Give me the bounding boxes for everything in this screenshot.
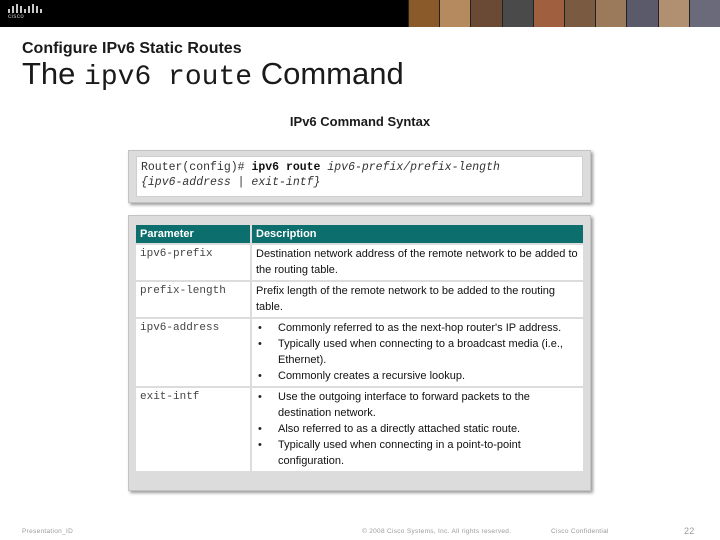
syntax-args-2: {ipv6-address | exit-intf} xyxy=(141,176,321,189)
table-row xyxy=(136,282,583,317)
bullet-list xyxy=(256,320,579,384)
description-cell xyxy=(252,388,583,471)
header-parameter: Parameter xyxy=(136,225,250,243)
photo-tile xyxy=(502,0,533,27)
photo-tile xyxy=(439,0,470,27)
list-item: • Typically used when connecting in a point-to-point configuration. xyxy=(256,437,579,469)
photo-tile xyxy=(408,0,439,27)
title-suffix: Command xyxy=(260,56,404,91)
description-cell: Destination network address of the remote network to be added to the routing table. xyxy=(252,245,583,280)
list-item: • Also referred to as a directly attached static route. xyxy=(256,421,579,437)
param-cell: prefix-length xyxy=(136,282,250,317)
photo-tile xyxy=(626,0,657,27)
parameter-table-box xyxy=(128,215,591,491)
list-item: • Use the outgoing interface to forward packets to the destination network. xyxy=(256,389,579,421)
syntax-args: ipv6-prefix/prefix-length xyxy=(327,161,500,174)
header-description: Description xyxy=(252,225,583,243)
list-item: • Typically used when connecting to a broadcast media (i.e., Ethernet). xyxy=(256,336,579,368)
logo-text: cisco xyxy=(8,14,25,20)
page-number: 22 xyxy=(684,526,695,536)
syntax-line-2 xyxy=(141,175,578,190)
photo-tile xyxy=(533,0,564,27)
description-cell xyxy=(252,319,583,386)
photo-tile xyxy=(658,0,689,27)
slide-title xyxy=(22,56,404,93)
param-cell: exit-intf xyxy=(136,388,250,471)
syntax-text xyxy=(136,156,583,197)
param-cell: ipv6-prefix xyxy=(136,245,250,280)
list-item: • Commonly referred to as the next-hop router's IP address. xyxy=(256,320,579,336)
footer-presentation-id: Presentation_ID xyxy=(22,528,74,535)
syntax-prompt: Router(config)# xyxy=(141,161,245,174)
cisco-logo xyxy=(8,4,42,22)
photo-strip xyxy=(408,0,720,27)
photo-tile xyxy=(689,0,720,27)
list-item: • Commonly creates a recursive lookup. xyxy=(256,368,579,384)
param-cell: ipv6-address xyxy=(136,319,250,386)
title-command: ipv6 route xyxy=(84,62,253,93)
footer-copyright: © 2008 Cisco Systems, Inc. All rights reserved. xyxy=(362,528,512,535)
logo-bars xyxy=(8,4,42,13)
table-header-row xyxy=(136,225,583,243)
table-row xyxy=(136,319,583,386)
parameter-table xyxy=(134,223,585,473)
table-row xyxy=(136,245,583,280)
bullet-list xyxy=(256,389,579,469)
syntax-line-1 xyxy=(141,160,578,175)
footer-confidential: Cisco Confidential xyxy=(551,528,609,535)
photo-tile xyxy=(595,0,626,27)
syntax-heading: IPv6 Command Syntax xyxy=(289,114,431,129)
slide-subtitle: Configure IPv6 Static Routes xyxy=(22,40,242,57)
photo-tile xyxy=(564,0,595,27)
table-row xyxy=(136,388,583,471)
syntax-command: ipv6 route xyxy=(251,161,321,174)
top-banner xyxy=(0,0,720,27)
syntax-box xyxy=(128,150,591,203)
title-prefix: The xyxy=(22,56,76,91)
description-cell: Prefix length of the remote network to be added to the routing table. xyxy=(252,282,583,317)
photo-tile xyxy=(470,0,501,27)
